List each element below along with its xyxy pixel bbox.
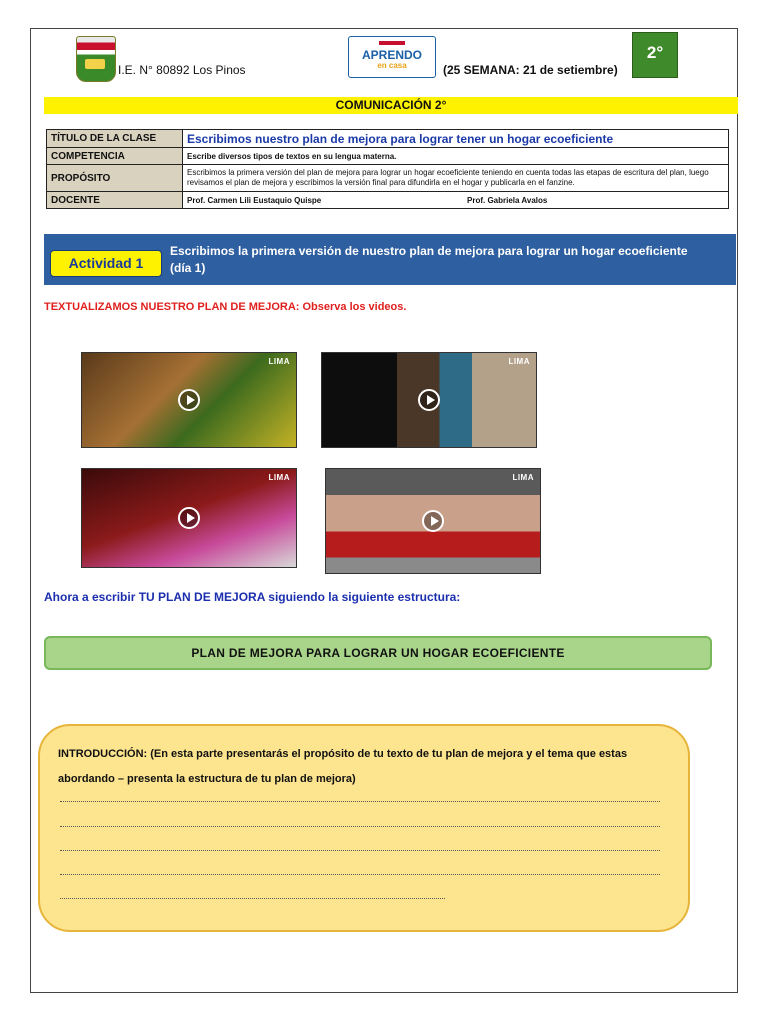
class-info-table (46, 129, 729, 209)
competencia-label: COMPETENCIA (47, 148, 183, 165)
lima-watermark: LIMA (508, 357, 530, 366)
table-row (47, 192, 729, 209)
grade-badge: 2° (632, 32, 678, 78)
docente-1: Prof. Carmen Lili Eustaquio Quispe (187, 195, 322, 205)
week-label: (25 SEMANA: 21 de setiembre) (443, 63, 618, 77)
school-logo (76, 36, 116, 82)
aprendo-logo-subtext: en casa (377, 61, 407, 70)
docente-2: Prof. Gabriela Avalos (467, 195, 548, 205)
textualizamos-heading: TEXTUALIZAMOS NUESTRO PLAN DE MEJORA: Observa los videos. (44, 301, 407, 313)
plan-title-banner: PLAN DE MEJORA PARA LOGRAR UN HOGAR ECOEFICIENTE (44, 636, 712, 670)
lima-watermark: LIMA (512, 473, 534, 482)
flag-icon (379, 41, 405, 45)
activity-description: Escribimos la primera versión de nuestro plan de mejora para lograr un hogar ecoeficiente (día 1) (170, 244, 688, 275)
activity-banner (44, 234, 736, 285)
writing-instruction: Ahora a escribir TU PLAN DE MEJORA siguiendo la siguiente estructura: (44, 590, 461, 604)
writing-line[interactable] (60, 874, 660, 876)
introduction-box (38, 724, 690, 932)
title-label: TÍTULO DE LA CLASE (47, 130, 183, 148)
proposito-label: PROPÓSITO (47, 165, 183, 192)
docente-cell (183, 192, 729, 209)
writing-line[interactable] (60, 898, 445, 900)
table-row (47, 148, 729, 165)
book-icon (85, 59, 105, 69)
aprendo-logo-text: APRENDO (361, 48, 422, 62)
writing-line[interactable] (60, 826, 660, 828)
activity-badge: Actividad 1 (50, 250, 162, 277)
play-icon[interactable] (178, 507, 200, 529)
writing-line[interactable] (60, 850, 660, 852)
video-thumbnail-1[interactable] (81, 352, 297, 448)
video-thumbnail-4[interactable] (325, 468, 541, 574)
table-row (47, 130, 729, 148)
school-name: I.E. N° 80892 Los Pinos (118, 63, 246, 77)
class-title: Escribimos nuestro plan de mejora para lograr tener un hogar ecoeficiente (183, 130, 729, 148)
aprendo-en-casa-logo (348, 36, 436, 78)
lima-watermark: LIMA (268, 357, 290, 366)
subject-title: COMUNICACIÓN 2° (44, 97, 738, 114)
writing-line[interactable] (60, 801, 660, 803)
competencia-value: Escribe diversos tipos de textos en su lengua materna. (183, 148, 729, 165)
docente-label: DOCENTE (47, 192, 183, 209)
play-icon[interactable] (178, 389, 200, 411)
play-icon[interactable] (422, 510, 444, 532)
video-thumbnail-2[interactable] (321, 352, 537, 448)
introduction-prompt: INTRODUCCIÓN: (En esta parte presentarás el propósito de tu texto de tu plan de mejora y el tema que estas abordando – presenta la estructura de tu plan de mejora) (58, 748, 628, 785)
lima-watermark: LIMA (268, 473, 290, 482)
proposito-value: Escribimos la primera versión del plan de mejora para lograr un hogar ecoeficiente teniendo en cuenta todas las etapas de escritura del plan, luego revisamos el plan de mejora y escribimos la versión final para difundirla en el hogar y publicarla en el fanzine. (183, 165, 729, 192)
video-thumbnail-3[interactable] (81, 468, 297, 568)
play-icon[interactable] (418, 389, 440, 411)
table-row (47, 165, 729, 192)
